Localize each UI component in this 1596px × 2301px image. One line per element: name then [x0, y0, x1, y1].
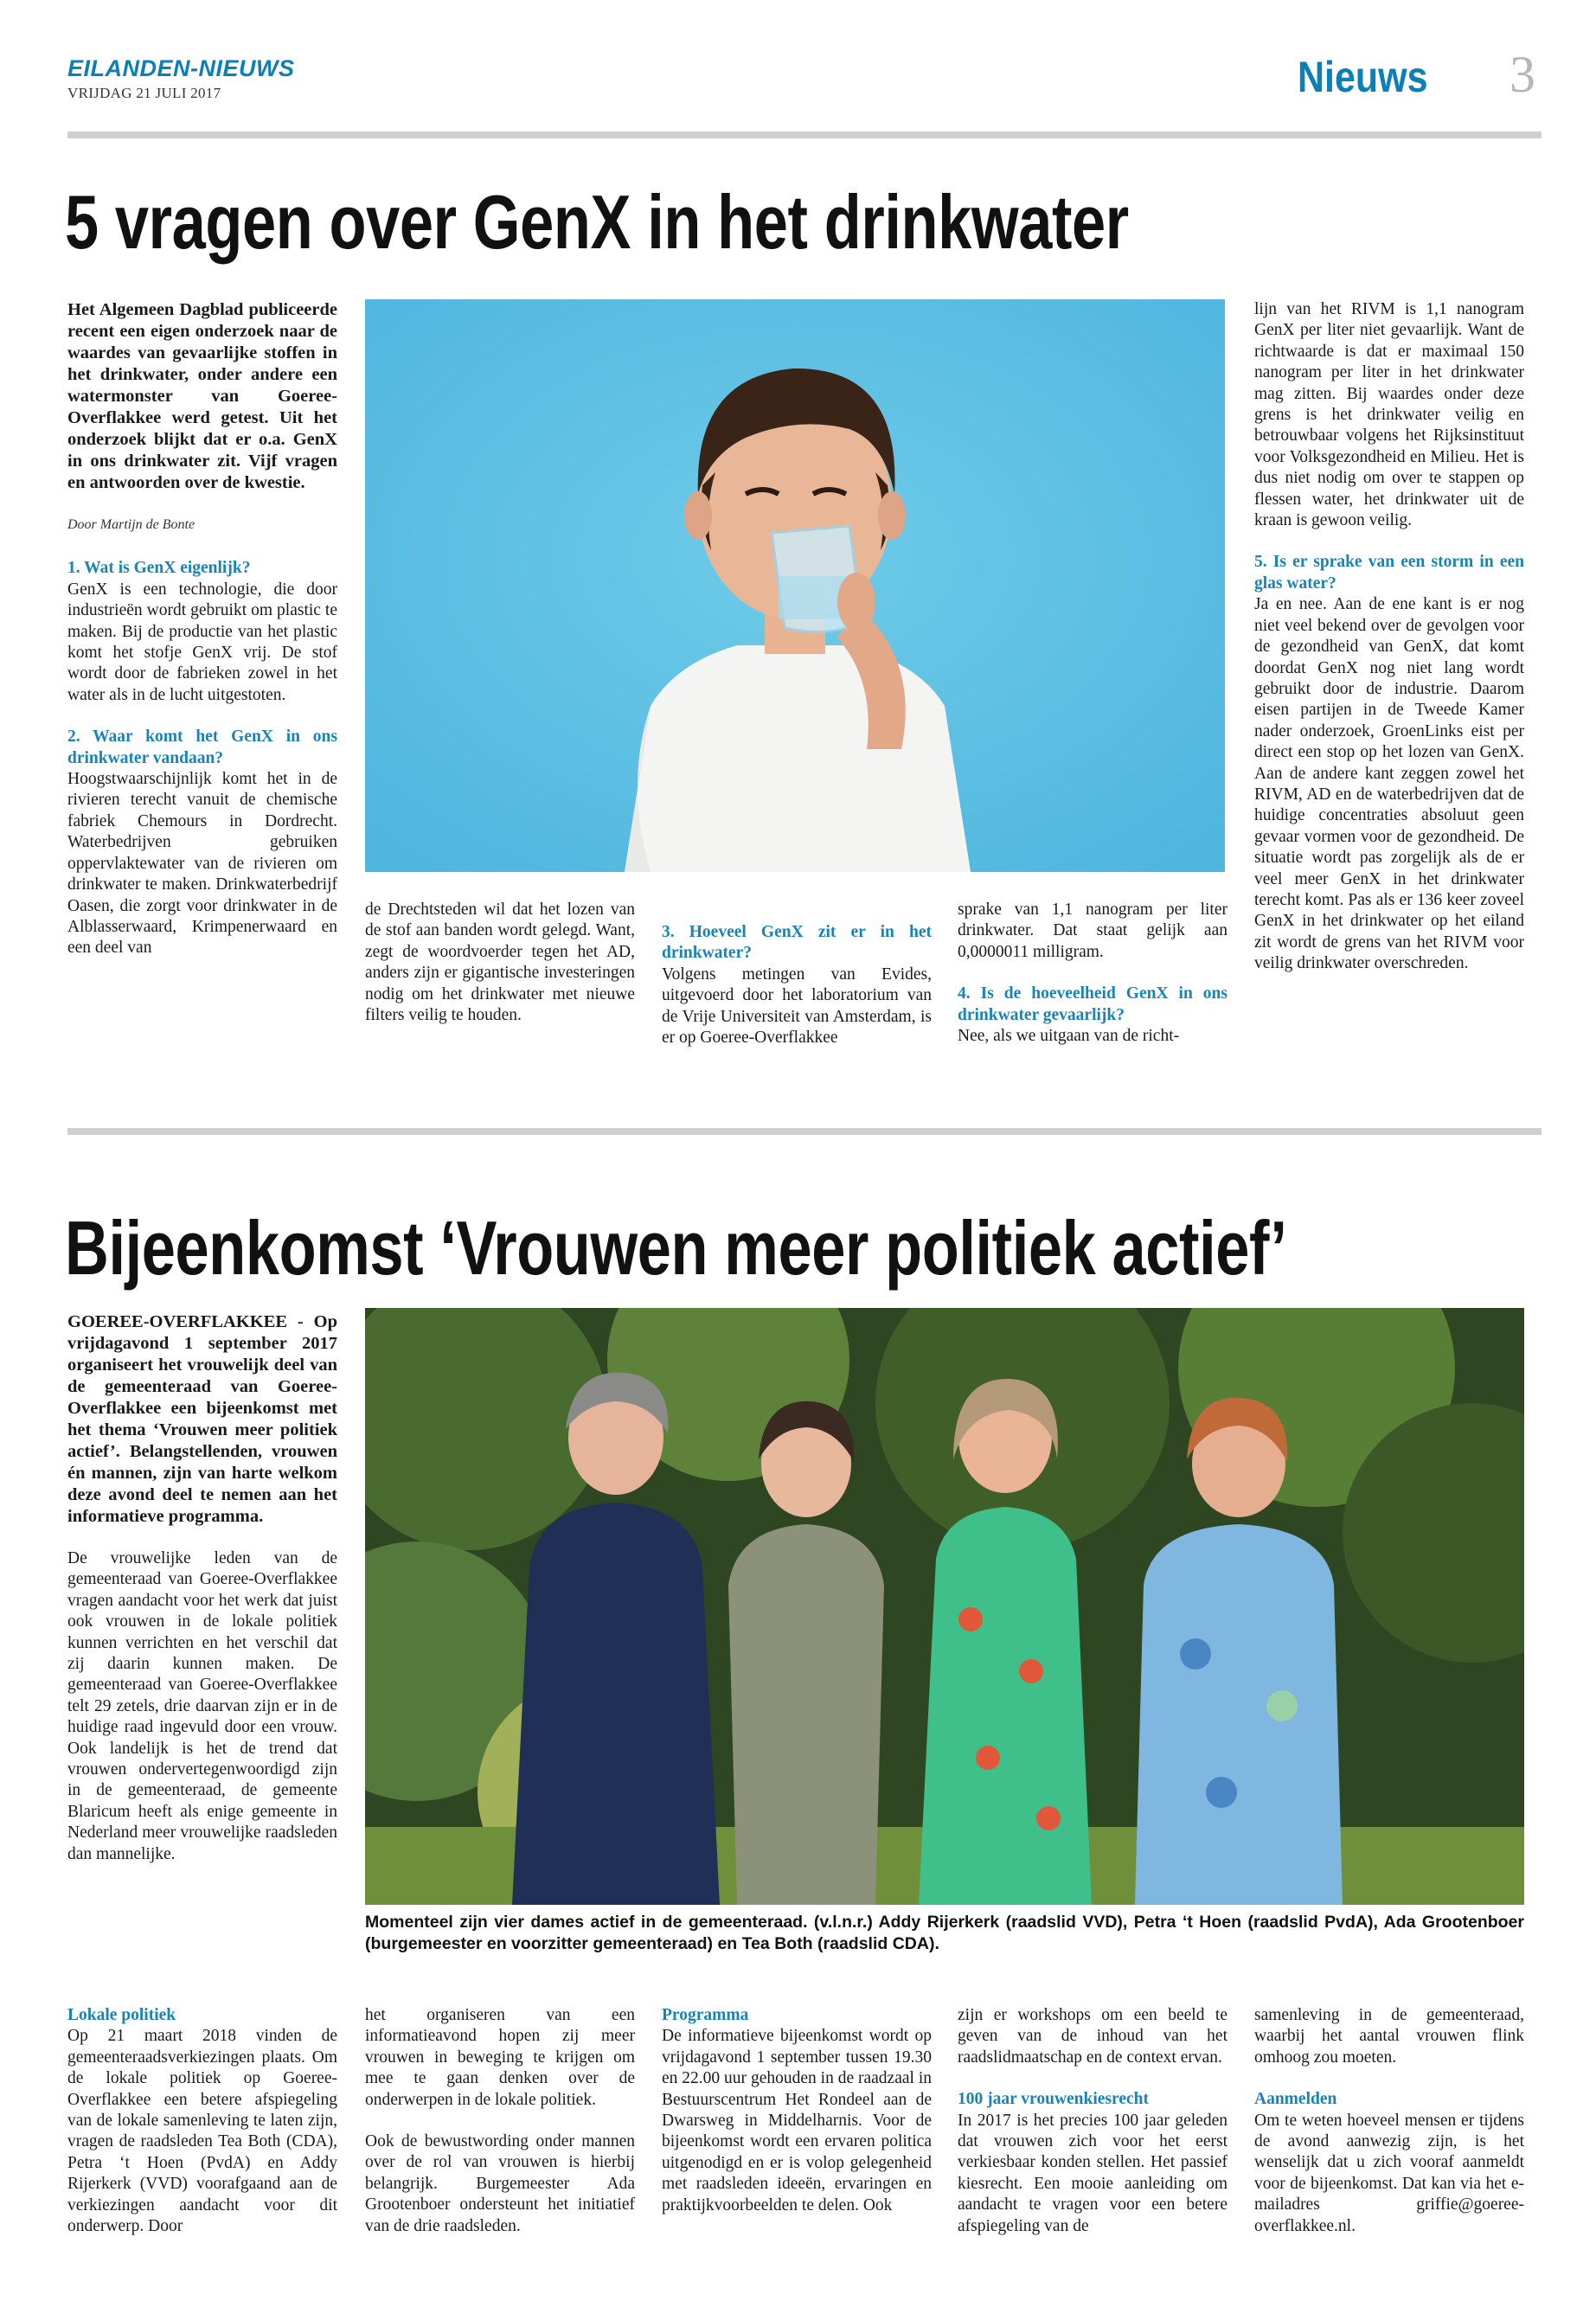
aanmelden-text: Om te weten hoeveel mensen er tijdens de avond aanwezig zijn, is het wenselijk dat u zich vooraf aanmeldt voor de bijeenkomst. Dat kan via het e-mailadres griffie@goeree-overflakkee.nl. [1254, 2111, 1524, 2235]
article2-column2-paragraph-a: het organiseren van een informatieavond hopen zij meer vrouwen in beweging te krijgen om mee te gaan denken over de onderwerpen in de lokale politiek. [365, 2006, 635, 2109]
question-2-heading: 2. Waar komt het GenX in ons drinkwater vandaan? [67, 727, 337, 767]
programma-heading: Programma [662, 2006, 749, 2024]
answer-2-text-part1: Hoogstwaarschijnlijk komt het in de rivieren terecht vanuit de chemische fabriek Chemours in Dordrecht. Waterbedrijven gebruiken oppervlaktewater van de rivieren om drinkwater te maken. Drinkwaterbedrijf Oasen, die zorgt voor drinkwater in de Alblasserwaard, Krimpenerwaard en een deel van [67, 770, 337, 958]
lokale-politiek-heading: Lokale politiek [67, 2006, 176, 2024]
article2-column5-paragraph-a: samenleving in de gemeenteraad, waarbij het aantal vrouwen flink omhoog zou moeten. [1254, 2006, 1524, 2067]
answer-3-text-part2: sprake van 1,1 nanogram per liter drinkwater. Dat staat gelijk aan 0,0000011 milligram. [958, 901, 1227, 961]
article1-intro: Het Algemeen Dagblad publiceerde recent een eigen onderzoek naar de waardes van gevaarlijke stoffen in het drinkwater, onder andere een watermonster van Goeree-Overflakkee werd getest. Uit het onderzoek blijkt dat er o.a. GenX in ons drinkwater zit. Vijf vragen en antwoorden over de kwestie. [67, 300, 337, 492]
question-5-heading: 5. Is er sprake van een storm in een glas water? [1254, 553, 1524, 593]
question-1-heading: 1. Wat is GenX eigenlijk? [67, 559, 251, 578]
photo-caption: Momenteel zijn vier dames actief in de gemeenteraad. (v.l.n.r.) Addy Rijerkerk (raadslid VVD), Petra ‘t Hoen (raadslid PvdA), Ada Grootenboer (burgemeester en voorzitter gemeenteraad) en Tea Both (raadslid CDA). [365, 1913, 1524, 1953]
boy-illustration [365, 299, 1225, 872]
aanmelden-heading: Aanmelden [1254, 2090, 1337, 2109]
article1-column-3 [662, 922, 932, 1069]
answer-4-text-part1: Nee, als we uitgaan van de richt- [958, 1027, 1180, 1046]
lokale-politiek-text: Op 21 maart 2018 vinden de gemeenteraadsverkiezingen plaats. Om de lokale politiek op Goeree-Overflakkee een betere afspiegeling van de lokale samenleving te laten zijn, vragen de raadsleden Tea Both (CDA), Petra ‘t Hoen (PvdA) en Addy Rijerkerk (VVD) voorafgaand aan de verkiezingen aandacht voor dit onderwerp. Door [67, 2027, 337, 2236]
article2-column4-paragraph-a: zijn er workshops om een beeld te geven van de inhoud van het raadslidmaatschap en de context ervan. [958, 2006, 1227, 2067]
photo-boy-drinking-water [365, 299, 1225, 872]
article2-column2-paragraph-b: Ook de bewustwording onder mannen over de rol van vrouwen is hierbij belangrijk. Burgemeester Ada Grootenboer ondersteunt het initiatief van de drie raadsleden. [365, 2132, 635, 2235]
answer-4-text-part2: lijn van het RIVM is 1,1 nanogram GenX per liter niet gevaarlijk. Want de richtwaarde is dat er maximaal 150 nanogram per liter in het drinkwater mag zitten. Bij waardes onder deze grens is het drinkwater veilig en betrouwbaar volgens het Rijksinstituut voor Volksgezondheid en Milieu. Het is dus niet nodig om over te stappen op flessen water, het drinkwater uit de kraan is gewoon veilig. [1254, 300, 1524, 530]
article2-bottom-column-4 [958, 2005, 1227, 2258]
paper-name: EILANDEN-NIEUWS [67, 55, 295, 81]
article1-headline: 5 vragen over GenX in het drinkwater [65, 179, 1129, 265]
group-illustration [365, 1308, 1524, 1905]
answer-5-text: Ja en nee. Aan de ene kant is er nog niet veel bekend over de gevolgen voor de gezondheid van GenX, dat komt doordat GenX nog niet lang wordt gebruikt door de industrie. Daarom eisen partijen in de Tweede Kamer nader onderzoek, GroenLinks eist per direct een stop op het lozen van GenX. Aan de andere kant zeggen zowel het RIVM, AD en de waterbedrijven dat de huidige concentraties absoluut geen gevaar vormen voor de gezondheid. De situatie wordt pas zorgelijk als de er veel meer GenX in het drinkwater terecht komt. Pas als er 136 keer zoveel GenX in het drinkwater op het eiland zit wordt de grens van het RIVM voor veilig drinkwater overschreden. [1254, 595, 1524, 973]
article1-column-1 [67, 299, 337, 980]
article2-intro: GOEREE-OVERFLAKKEE - Op vrijdagavond 1 september 2017 organiseert het vrouwelijk deel van de gemeenteraad van Goeree-Overflakkee een bijeenkomst met het thema ‘Vrouwen meer politiek actief’. Belangstellenden, vrouwen én mannen, zijn van harte welkom deze avond deel te nemen aan het informatieve programma. [67, 1312, 337, 1526]
programma-text: De informatieve bijeenkomst wordt op vrijdagavond 1 september tussen 19.30 en 22.00 uur gehouden in de raadzaal in Bestuurscentrum Het Rondeel aan de Dwarsweg in Middelharnis. Voor de bijeenkomst wordt een ervaren politica uitgenodigd en er is volop gelegenheid met raadsleden ideeën, ervaringen en praktijkvoorbeelden te delen. Ook [662, 2027, 932, 2214]
article2-paragraph-1: De vrouwelijke leden van de gemeenteraad van Goeree-Overflakkee vragen aandacht voor het werk dat juist ook vrouwen in de lokale politiek kunnen verrichten en het verschil dat zij daarin kunnen maken. De gemeenteraad van Goeree-Overflakkee telt 29 zetels, drie daarvan zijn er in de huidige raad ingevuld door een vrouw. Ook landelijk is het de trend dat vrouwen ondervertegenwoordigd zijn in de gemeenteraad, de gemeente Blaricum heeft als enige gemeente in Nederland meer vrouwelijke raadsleden dan mannelijke. [67, 1549, 337, 1863]
article1-column-2 [365, 900, 635, 1047]
article2-bottom-column-1 [67, 2005, 337, 2258]
answer-3-text-part1: Volgens metingen van Evides, uitgevoerd door het laboratorium van de Vrije Universiteit van Amsterdam, is er op Goeree-Overflakkee [662, 965, 932, 1048]
question-3-heading: 3. Hoeveel GenX zit er in het drinkwater? [662, 923, 932, 963]
answer-1-text: GenX is een technologie, die door industrieën wordt gebruikt om plastic te maken. Bij de productie van het plastic komt het stofje GenX vrij. De stof wordt door de fabrieken zowel in het water als in de lucht uitgestoten. [67, 580, 337, 704]
answer-2-text-part2: de Drechtsteden wil dat het lozen van de stof aan banden wordt gelegd. Want, zegt de woordvoerder tegen het AD, anders zijn er gigantische investeringen nodig om het drinkwater met nieuwe filters veilig te houden. [365, 901, 635, 1025]
photo-four-councilwomen [365, 1308, 1524, 1905]
top-rule [67, 131, 1542, 138]
section-label: Nieuws [1298, 53, 1428, 101]
question-4-heading: 4. Is de hoeveelheid GenX in ons drinkwater gevaarlijk? [958, 984, 1227, 1024]
page-number: 3 [1509, 46, 1535, 103]
article2-headline: Bijeenkomst ‘Vrouwen meer politiek actief’ [65, 1205, 1287, 1291]
article2-bottom-column-3 [662, 2005, 932, 2237]
100-jaar-text: In 2017 is het precies 100 jaar geleden dat vrouwen zich voor het eerst verkiesbaar konden stellen. Het passief kiesrecht. Een mooie aanleiding om aandacht te vragen voor een betere afspiegeling van de [958, 2111, 1227, 2235]
middle-rule [67, 1128, 1542, 1135]
article1-column-4 [958, 900, 1227, 1067]
article2-column-1 [67, 1311, 337, 1886]
issue-date: VRIJDAG 21 JULI 2017 [67, 85, 221, 101]
article2-bottom-column-5 [1254, 2005, 1524, 2258]
article1-byline: Door Martijn de Bonte [67, 517, 195, 532]
100-jaar-heading: 100 jaar vrouwenkiesrecht [958, 2090, 1149, 2109]
article1-column-5 [1254, 299, 1524, 996]
article2-bottom-column-2 [365, 2005, 635, 2258]
